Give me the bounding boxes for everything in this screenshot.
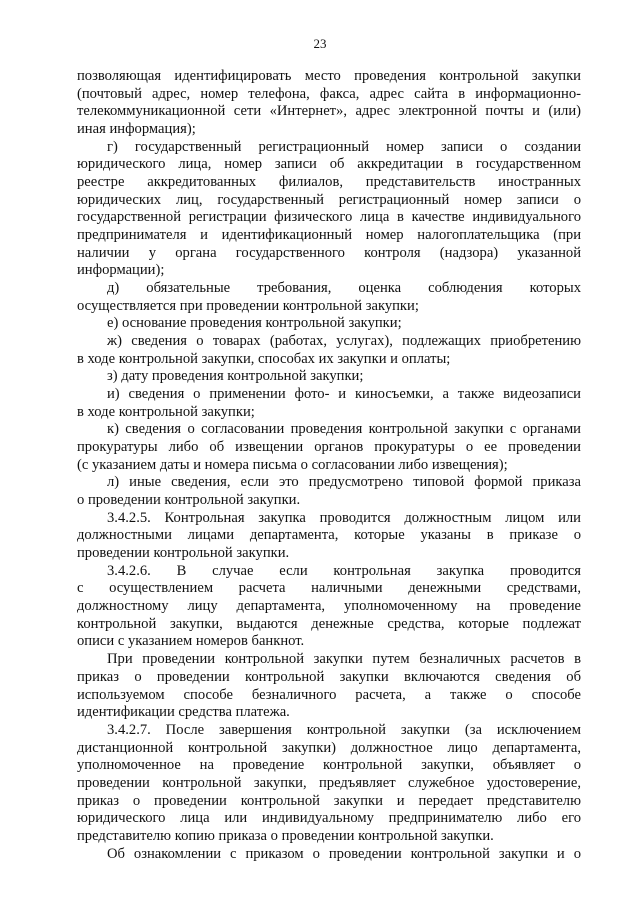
text-line: телекоммуникационной сети «Интернет», адрес электронной почты и (или) — [77, 103, 581, 120]
text-line: должностному лицу департамента, уполномоченному на проведение — [77, 598, 581, 615]
text-line: (с указанием даты и номера письма о согласовании либо извещения); — [77, 456, 508, 473]
text-line: Об ознакомлении с приказом о проведении контрольной закупки и о — [107, 845, 581, 862]
text-line: в ходе контрольной закупки, способах их закупки и оплаты; — [77, 350, 451, 367]
text-line: е) основание проведения контрольной закупки; — [107, 315, 402, 332]
text-line: описи с указанием номеров банкнот. — [77, 633, 305, 650]
text-line: предпринимателя и идентификационный номер налогоплательщика (при — [77, 227, 581, 243]
text-line: к) сведения о согласовании проведения контрольной закупки с органами — [107, 421, 581, 438]
text-line: уполномоченное на проведение контрольной закупки, объявляет о — [77, 757, 581, 774]
text-line: о проведении контрольной закупки. — [77, 492, 301, 509]
text-line: проведении контрольной закупки. — [77, 545, 290, 562]
text-line: должностными лицами департамента, которые указаны в приказе о — [77, 527, 581, 544]
text-line: д) обязательные требования, оценка соблюдения которых — [107, 280, 581, 296]
text-line: проведении контрольной закупки, предъявляет служебное удостоверение, — [77, 774, 581, 791]
text-line: дистанционной контрольной закупки) должностное лицо департамента, — [77, 739, 581, 756]
text-line: ж) сведения о товарах (работах, услугах), подлежащих приобретению — [107, 333, 581, 350]
text-line: с осуществлением расчета наличными денежными средствами, — [77, 580, 581, 597]
text-line: 3.4.2.6. В случае если контрольная закупка проводится — [107, 562, 581, 579]
text-line: представителю копию приказа о проведении контрольной закупки. — [77, 827, 494, 844]
text-line: (почтовый адрес, номер телефона, факса, адрес сайта в информационно- — [77, 85, 581, 102]
text-line: 3.4.2.7. После завершения контрольной закупки (за исключением — [107, 721, 581, 738]
text-line: приказ о проведении контрольной закупки включаются сведения об — [77, 668, 581, 685]
text-line: реестре аккредитованных филиалов, представительств иностранных — [77, 174, 581, 190]
page-number: 23 — [313, 36, 327, 51]
text-line: л) иные сведения, если это предусмотрено типовой формой приказа — [107, 474, 581, 491]
text-line: позволяющая идентифицировать место проведения контрольной закупки — [77, 68, 581, 84]
text-line: государственной регистрации физического лица в качестве индивидуального — [77, 209, 581, 226]
text-line: контрольной закупки, выдаются денежные средства, которые подлежат — [77, 615, 581, 632]
text-line: идентификации средства платежа. — [77, 704, 290, 721]
text-line: иная информация); — [77, 121, 196, 137]
text-line: з) дату проведения контрольной закупки; — [107, 368, 364, 385]
text-line: осуществляется при проведении контрольной закупки; — [77, 297, 419, 314]
text-line: и) сведения о применении фото- и киносъемки, а также видеозаписи — [107, 386, 581, 403]
text-line: юридических лиц, государственный регистрационный номер записи о — [77, 191, 581, 208]
text-line: наличии у органа государственного контроля (надзора) указанной — [77, 244, 581, 261]
text-line: При проведении контрольной закупки путем безналичных расчетов в — [107, 651, 581, 668]
text-line: г) государственный регистрационный номер записи о создании — [107, 138, 581, 155]
text-line: в ходе контрольной закупки; — [77, 403, 255, 420]
text-line: используемом способе безналичного расчета, а также о способе — [77, 686, 581, 703]
text-line: приказ о проведении контрольной закупки и передает представителю — [77, 792, 581, 809]
text-line: информации); — [77, 262, 165, 279]
text-line: юридического лица, номер записи об аккредитации в государственном — [77, 156, 581, 173]
text-line: прокуратуры либо об извещении органов прокуратуры о ее проведении — [77, 439, 581, 456]
text-line: юридического лица или индивидуальному предпринимателю либо его — [77, 810, 581, 827]
text-line: 3.4.2.5. Контрольная закупка проводится должностным лицом или — [107, 509, 581, 526]
